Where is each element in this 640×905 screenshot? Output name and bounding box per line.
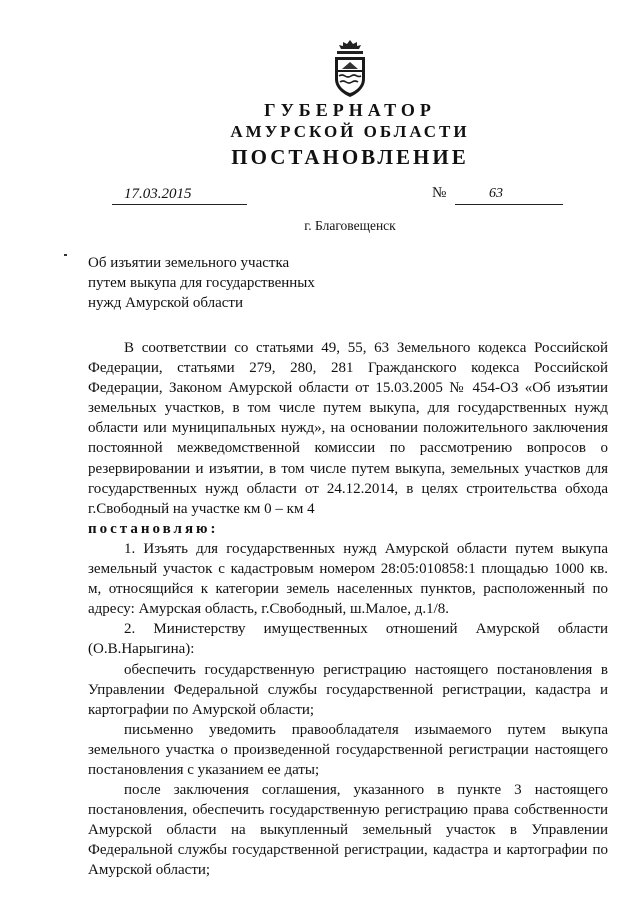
body-line: земельный участок с кадастровым номером 28:05:010858:1 площадью 1000 кв. <box>88 561 608 578</box>
body-line: резервировании и изъятии, в том числе путем выкупа, земельных участков для <box>88 460 608 477</box>
body-line: Амурской области на выкупленный земельный участок в Управлении <box>88 822 608 839</box>
body-line: г.Свободный на участке км 0 – км 4 <box>88 500 315 517</box>
subject-line: путем выкупа для государственных <box>88 275 315 291</box>
body-line: области или муниципальных нужд», на основании положительного заключения <box>88 420 608 437</box>
body-line: Федерации, Законом Амурской области от 15.03.2005 № 454-ОЗ «Об изъятии <box>88 380 608 397</box>
document-type: ПОСТАНОВЛЕНИЕ <box>231 145 469 169</box>
body-line: картографии по Амурской области; <box>88 701 315 718</box>
body-line: Федерации, статьями 279, 280, 281 Гражданского кодекса Российской <box>88 360 608 377</box>
body-line: В соответствии со статьями 49, 55, 63 Земельного кодекса Российской <box>124 340 608 356</box>
body-line: 2. Министерству имущественных отношений Амурской области <box>124 621 608 638</box>
body-line: земельных участков, в том числе путем выкупа, для государственных нужд <box>88 400 608 417</box>
body-line: постановления, обеспечить государственную регистрацию права собственности <box>88 802 608 819</box>
margin-mark <box>64 254 67 256</box>
body-line: постоянной межведомственной комиссии по рассмотрению вопросов о <box>88 440 608 457</box>
body-line: (О.В.Нарыгина): <box>88 641 195 658</box>
number-label: № <box>432 185 447 201</box>
document-subject <box>88 253 315 313</box>
subject-line: нужд Амурской области <box>88 295 244 311</box>
document-body <box>88 338 608 881</box>
body-line: адресу: Амурская область, г.Свободный, ш.Малое, д.1/8. <box>88 601 450 618</box>
coat-of-arms-icon <box>327 38 373 100</box>
resolution-word: постановляю: <box>88 520 219 537</box>
body-line: м, относящийся к категории земель населенных пунктов, расположенный по <box>88 581 608 598</box>
body-line: письменно уведомить правообладателя изымаемого путем выкупа <box>124 721 608 738</box>
body-line: Амурской области; <box>88 862 211 879</box>
body-line: постановления с указанием ее даты; <box>88 761 320 778</box>
subject-line: Об изъятии земельного участка <box>88 255 290 271</box>
body-line: Федеральной службы государственной регистрации, кадастра и картографии по <box>88 842 608 859</box>
city: г. Благовещенск <box>304 218 396 233</box>
body-line: земельного участка о произведенной государственной регистрации настоящего <box>88 741 608 758</box>
header-region: АМУРСКОЙ ОБЛАСТИ <box>230 122 470 141</box>
document-date: 17.03.2015 <box>112 185 247 205</box>
document-number: 63 <box>455 185 563 205</box>
body-line: 1. Изъять для государственных нужд Амурской области путем выкупа <box>124 540 608 557</box>
body-line: обеспечить государственную регистрацию настоящего постановления в <box>124 661 608 678</box>
body-line: государственных нужд области от 24.12.2014, в целях строительства обхода <box>88 480 608 497</box>
header-governor: ГУБЕРНАТОР <box>264 100 436 120</box>
body-line: Управлении Федеральной службы государственной регистрации, кадастра и <box>88 681 608 698</box>
body-line: после заключения соглашения, указанного в пункте 3 настоящего <box>124 782 608 799</box>
